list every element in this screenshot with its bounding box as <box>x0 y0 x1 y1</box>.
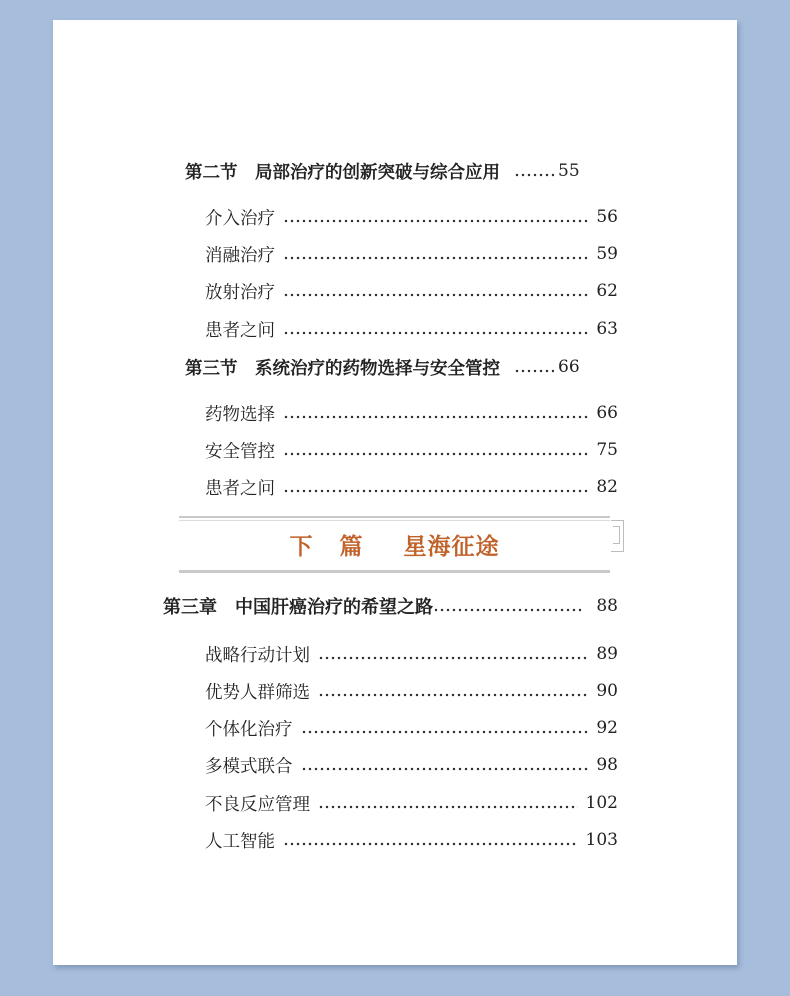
banner-corner-ornament-inner <box>613 526 620 544</box>
part-title <box>179 528 610 561</box>
part-label: 下 <box>289 533 314 560</box>
leader-dots <box>283 314 588 344</box>
part-pian-label: 篇 <box>339 533 364 560</box>
toc-item-entry[interactable] <box>205 676 618 706</box>
part-subtitle: 星海征途 <box>403 533 500 560</box>
toc-page-number: 88 <box>596 596 618 616</box>
toc-page-number: 102 <box>585 793 618 813</box>
toc-item-title: 不良反应管理 <box>205 794 310 815</box>
toc-item-title: 个体化治疗 <box>205 719 293 740</box>
toc-item-title: 多模式联合 <box>205 756 293 777</box>
leader-dots <box>283 239 588 269</box>
toc-item-entry[interactable] <box>205 472 618 502</box>
toc-page-number: 98 <box>596 755 618 775</box>
toc-chapter-title: 第三章 中国肝癌治疗的希望之路 <box>163 597 433 618</box>
leader-dots <box>433 591 582 621</box>
part-banner <box>179 516 610 573</box>
toc-section-entry[interactable] <box>185 156 618 186</box>
toc-item-entry[interactable] <box>205 202 618 232</box>
toc-page-number: 56 <box>596 207 618 227</box>
toc-page-number: 75 <box>596 440 618 460</box>
toc-item-title: 介入治疗 <box>205 208 275 229</box>
toc-page-number: 59 <box>596 244 618 264</box>
toc-page-number: 92 <box>596 718 618 738</box>
toc-page-number: 66 <box>558 357 580 377</box>
toc-page-number: 89 <box>596 644 618 664</box>
toc-item-entry[interactable] <box>205 788 618 818</box>
leader-dots <box>283 472 588 502</box>
toc-item-entry[interactable] <box>205 314 618 344</box>
toc-item-title: 患者之问 <box>205 478 275 499</box>
toc-page-number: 90 <box>596 681 618 701</box>
toc-section-entry[interactable] <box>185 352 618 382</box>
banner-top-rule-inner <box>179 520 610 521</box>
toc-item-entry[interactable] <box>205 825 618 855</box>
banner-bottom-rule <box>179 570 610 573</box>
toc-item-title: 人工智能 <box>205 831 275 852</box>
leader-dots <box>283 202 588 232</box>
leader-dots <box>514 352 554 382</box>
leader-dots <box>318 639 588 669</box>
toc-item-title: 放射治疗 <box>205 282 275 303</box>
book-page <box>53 20 737 965</box>
toc-chapter-entry[interactable] <box>163 591 618 621</box>
toc-item-title: 消融治疗 <box>205 245 275 266</box>
toc-item-entry[interactable] <box>205 750 618 780</box>
leader-dots <box>301 750 589 780</box>
toc-item-title: 战略行动计划 <box>205 645 310 666</box>
toc-section-title: 第三节 系统治疗的药物选择与安全管控 <box>185 358 500 379</box>
toc-item-entry[interactable] <box>205 639 618 669</box>
toc-item-entry[interactable] <box>205 713 618 743</box>
banner-top-rule <box>179 516 610 518</box>
toc-item-entry[interactable] <box>205 239 618 269</box>
leader-dots <box>318 788 578 818</box>
toc-page-number: 103 <box>585 830 618 850</box>
toc-page-number: 63 <box>596 319 618 339</box>
toc-page-number: 66 <box>596 403 618 423</box>
leader-dots <box>318 676 588 706</box>
leader-dots <box>283 435 588 465</box>
toc-item-entry[interactable] <box>205 276 618 306</box>
toc-item-title: 患者之问 <box>205 320 275 341</box>
toc-page-number: 62 <box>596 281 618 301</box>
toc-item-title: 药物选择 <box>205 404 275 425</box>
leader-dots <box>283 825 578 855</box>
toc-item-entry[interactable] <box>205 398 618 428</box>
toc-page-number: 82 <box>596 477 618 497</box>
toc-item-entry[interactable] <box>205 435 618 465</box>
toc-item-title: 安全管控 <box>205 441 275 462</box>
leader-dots <box>514 156 554 186</box>
leader-dots <box>283 398 588 428</box>
leader-dots <box>301 713 589 743</box>
toc-page-number: 55 <box>558 161 580 181</box>
toc-item-title: 优势人群筛选 <box>205 682 310 703</box>
leader-dots <box>283 276 588 306</box>
toc-section-title: 第二节 局部治疗的创新突破与综合应用 <box>185 162 500 183</box>
